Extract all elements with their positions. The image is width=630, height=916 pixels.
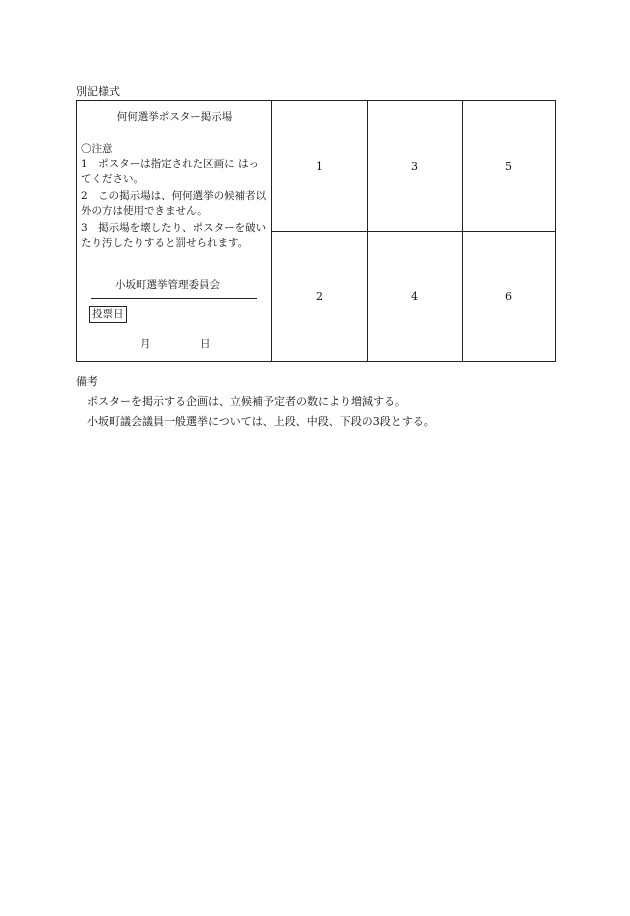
committee-name: 小坂町選挙管理委員会: [115, 279, 220, 291]
board-title: 何何選挙ポスター掲示場: [116, 111, 233, 123]
remarks-line: ポスターを掲示する企画は、立候補予定者の数により増減する。: [87, 395, 406, 408]
poster-slot-2: 2: [316, 289, 323, 303]
form-label: 別記様式: [76, 85, 120, 98]
vote-day-box: 投票日: [89, 306, 127, 323]
notice-heading: 〇注意: [81, 143, 113, 155]
remarks-line: 小坂町議会議員一般選挙については、上段、中段、下段の3段とする。: [87, 415, 435, 428]
notice-item-1: 1 ポスターは指定された区画に はってください。: [81, 158, 260, 185]
poster-slot-5: 5: [505, 159, 512, 173]
info-cell: [77, 101, 272, 361]
month-label: 月: [140, 338, 151, 350]
committee-underline: [91, 298, 257, 299]
day-label: 日: [200, 338, 211, 350]
notice-item-3: 3 掲示場を壊したり、ポスターを破いたり汚したりすると罰せられます。: [81, 222, 267, 249]
poster-board-table: [76, 100, 556, 362]
remarks-heading: 備考: [76, 375, 98, 388]
poster-slot-3: 3: [411, 159, 418, 173]
notice-item-2: 2 この掲示場は、何何選挙の候補者以外の方は使用できません。: [81, 190, 267, 217]
poster-slot-4: 4: [411, 289, 418, 303]
poster-slot-1: 1: [316, 159, 323, 173]
remarks: [76, 372, 435, 432]
poster-slot-6: 6: [505, 289, 512, 303]
